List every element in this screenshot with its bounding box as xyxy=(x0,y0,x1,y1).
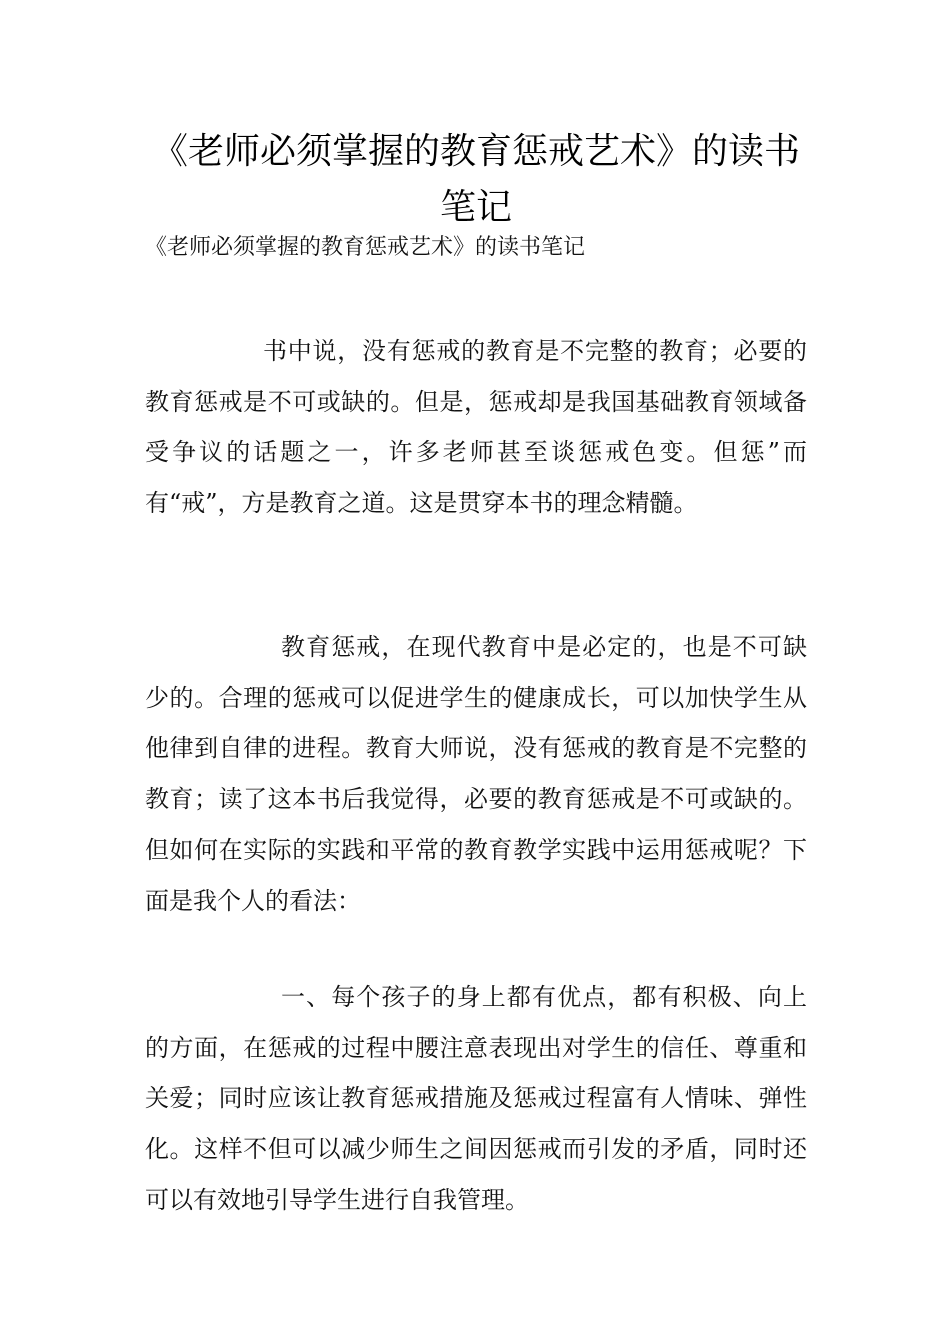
document-subtitle: 《老师必须掌握的教育惩戒艺术》的读书笔记 xyxy=(145,235,586,260)
document-title: 《老师必须掌握的教育惩戒艺术》的读书笔记 xyxy=(151,131,800,228)
paragraph-3: 一、每个孩子的身上都有优点，都有积极、向上的方面，在惩戒的过程中腰注意表现出对学生的信任、尊重和关爱；同时应该让教育惩戒措施及惩戒过程富有人情味、弹性化。这样不但可以减少师生之间因惩戒而引发的矛盾，同时还可以有效地引导学生进行自我管理。 xyxy=(145,983,807,1214)
paragraph-2: 教育惩戒，在现代教育中是必定的，也是不可缺少的。合理的惩戒可以促进学生的健康成长，可以加快学生从他律到自律的进程。教育大师说，没有惩戒的教育是不完整的教育；读了这本书后我觉得，必要的教育惩戒是不可或缺的。但如何在实际的实践和平常的教育教学实践中运用惩戒呢？下面是我个人的看法： xyxy=(145,633,807,915)
paragraph-1: 书中说，没有惩戒的教育是不完整的教育；必要的教育惩戒是不可或缺的。但是，惩戒却是我国基础教育领域备受争议的话题之一，许多老师甚至谈惩戒色变。但惩”而有“戒”，方是教育之道。这是贯穿本书的理念精髓。 xyxy=(145,337,807,518)
